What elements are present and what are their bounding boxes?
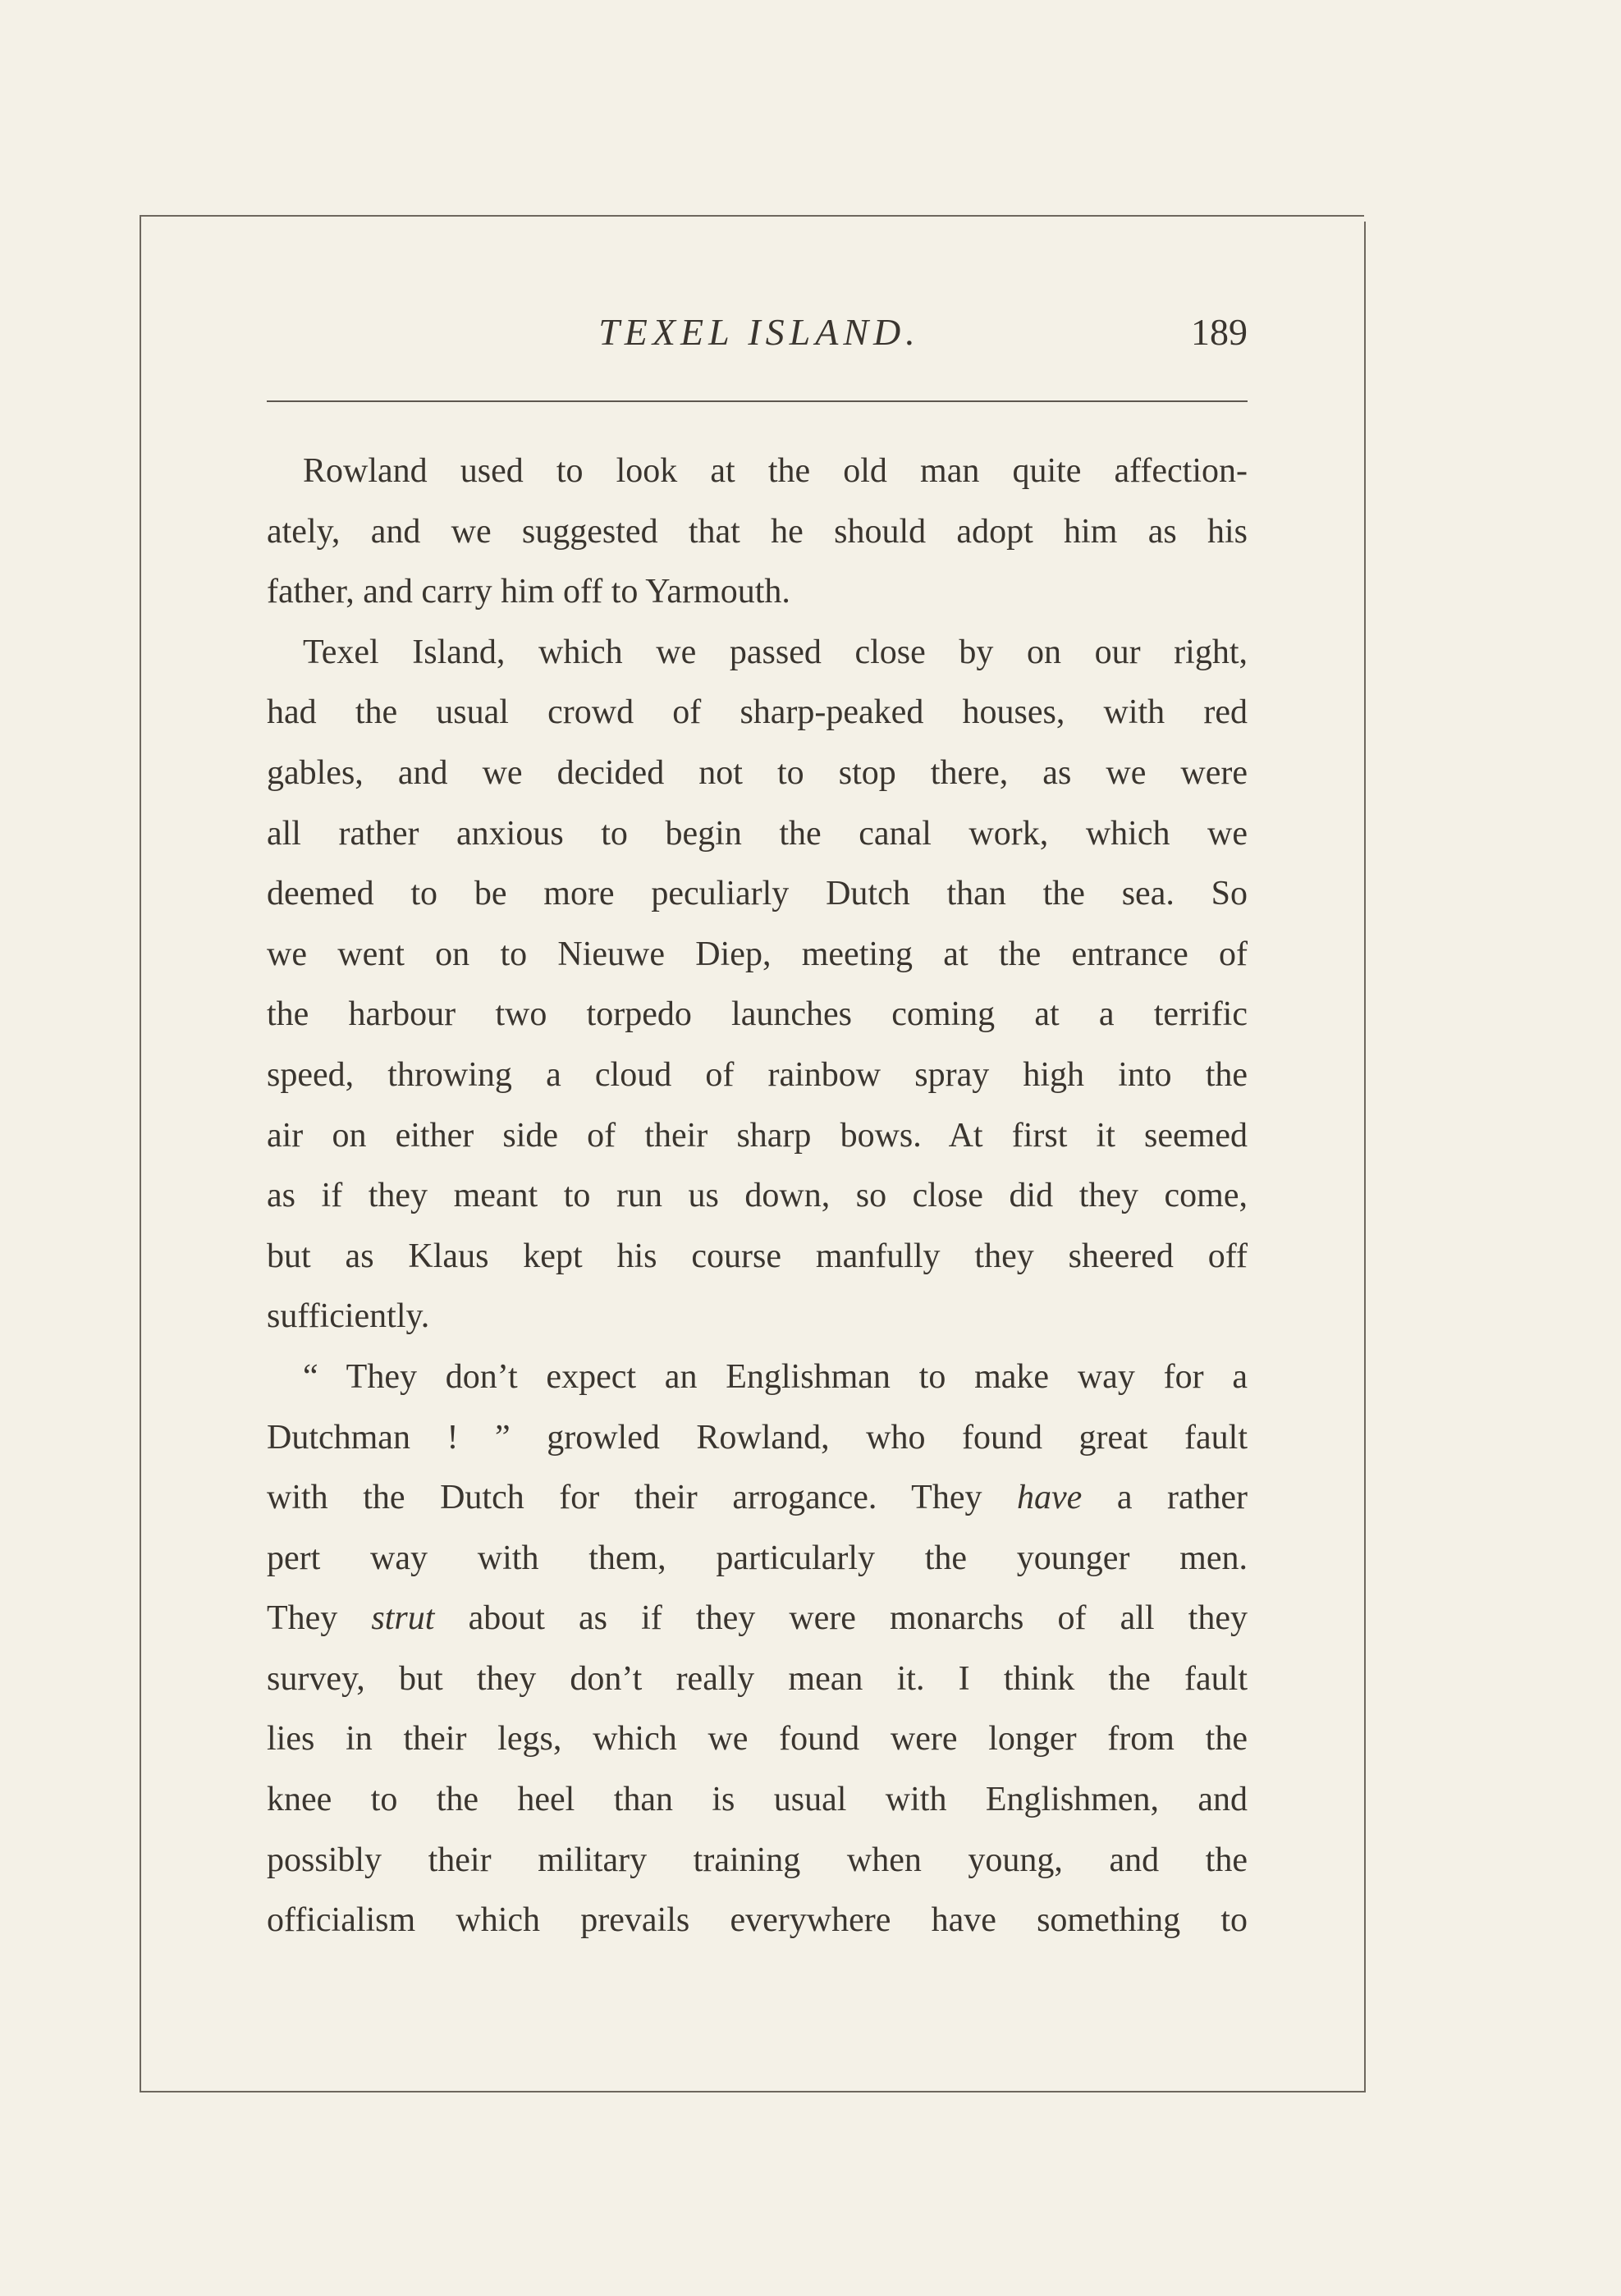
plate-frame-left bbox=[140, 215, 141, 2092]
plate-frame-bottom bbox=[141, 2091, 1364, 2092]
text-line: air on either side of their sharp bows. At first it seemed bbox=[267, 1116, 1248, 1155]
text-line: sufficiently. bbox=[267, 1297, 430, 1336]
text-line: knee to the heel than is usual with Englishmen, and bbox=[267, 1781, 1248, 1819]
text-line: Texel Island, which we passed close by on our right, bbox=[303, 633, 1248, 671]
text-line: officialism which prevails everywhere have something to bbox=[267, 1901, 1248, 1940]
page-number: 189 bbox=[1191, 311, 1248, 353]
text-line: ately, and we suggested that he should adopt him as his bbox=[267, 512, 1248, 551]
text-line: had the usual crowd of sharp-peaked houses, with red bbox=[267, 693, 1248, 732]
text-line: all rather anxious to begin the canal work, which we bbox=[267, 814, 1248, 853]
body-text bbox=[267, 441, 1248, 1951]
text-line: gables, and we decided not to stop there, as we were bbox=[267, 753, 1248, 792]
running-title: TEXEL ISLAND. bbox=[598, 311, 920, 353]
italic-word: have bbox=[1017, 1479, 1083, 1517]
text-line: we went on to Nieuwe Diep, meeting at the entrance of bbox=[267, 935, 1248, 973]
text-line: but as Klaus kept his course manfully they sheered off bbox=[267, 1237, 1248, 1275]
text-segment: about as if they were monarchs of all they bbox=[434, 1599, 1248, 1638]
italic-word: strut bbox=[371, 1599, 435, 1638]
plate-frame-right bbox=[1364, 222, 1366, 2092]
plate-frame-top bbox=[140, 215, 1364, 217]
text-segment: with the Dutch for their arrogance. They bbox=[267, 1479, 1018, 1517]
text-line: pert way with them, particularly the younger men. bbox=[267, 1539, 1248, 1577]
text-line: survey, but they don’t really mean it. I think the fault bbox=[267, 1659, 1248, 1698]
text-segment: They bbox=[267, 1599, 372, 1638]
text-line: “ They don’t expect an Englishman to make way for a bbox=[303, 1357, 1248, 1396]
text-line: deemed to be more peculiarly Dutch than the sea. So bbox=[267, 875, 1248, 913]
running-head bbox=[271, 310, 1248, 368]
text-line-with-italic bbox=[267, 1589, 1248, 1649]
header-rule bbox=[267, 400, 1248, 402]
text-line: possibly their military training when young, and the bbox=[267, 1841, 1248, 1879]
text-line: as if they meant to run us down, so close did they come, bbox=[267, 1177, 1248, 1215]
text-line: Dutchman ! ” growled Rowland, who found great fault bbox=[267, 1418, 1248, 1457]
text-line: lies in their legs, which we found were longer from the bbox=[267, 1720, 1248, 1759]
text-line: Rowland used to look at the old man quite affection- bbox=[303, 452, 1248, 490]
text-line-with-italic bbox=[267, 1468, 1248, 1529]
text-segment: a rather bbox=[1082, 1479, 1248, 1517]
text-line: father, and carry him off to Yarmouth. bbox=[267, 573, 790, 611]
text-line: the harbour two torpedo launches coming at a terrific bbox=[267, 995, 1248, 1034]
text-line: speed, throwing a cloud of rainbow spray high into the bbox=[267, 1055, 1248, 1094]
